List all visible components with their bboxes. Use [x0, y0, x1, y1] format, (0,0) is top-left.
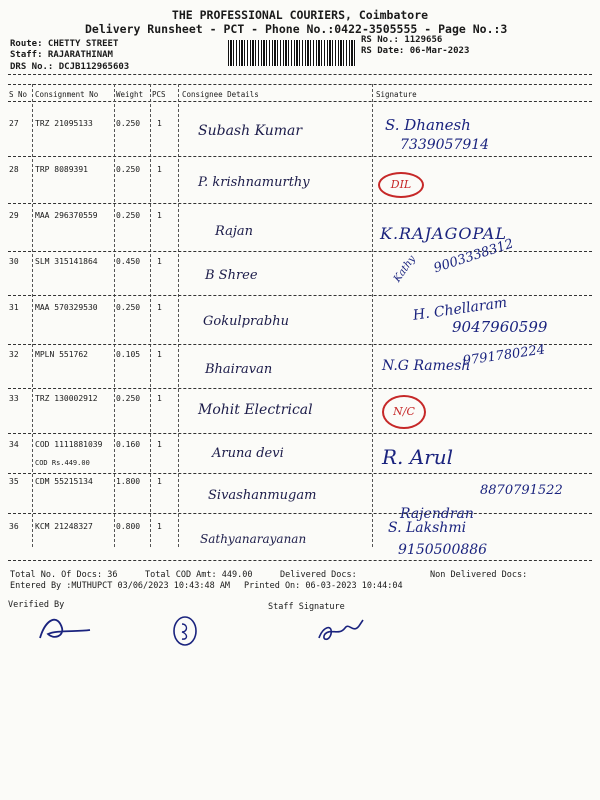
row-weight: 0.450 [116, 257, 141, 266]
row-sno: 30 [9, 257, 19, 266]
table-bottom-rule [8, 560, 592, 561]
header-top-rule [8, 84, 592, 85]
row-pcs: 1 [157, 165, 162, 174]
staff-signature-label: Staff Signature [268, 602, 345, 612]
row-divider [8, 433, 592, 434]
row-divider [8, 344, 592, 345]
delivered-docs: Delivered Docs: [280, 570, 357, 580]
row-weight: 0.250 [116, 394, 141, 403]
row-pcs: 1 [157, 119, 162, 128]
row-stamp: N/C [382, 395, 426, 429]
row-consignee: P. krishnamurthy [198, 175, 310, 190]
printed-on: Printed On: 06-03-2023 10:44:04 [244, 581, 403, 591]
row-sno: 28 [9, 165, 19, 174]
row-weight: 0.105 [116, 350, 141, 359]
row-consignment: MPLN 551762 [35, 350, 88, 359]
row-divider [8, 156, 592, 157]
row-consignment: COD 1111881039 [35, 440, 103, 449]
column-header-consignment: Consignment No [35, 90, 99, 99]
verified-by-label: Verified By [8, 600, 65, 610]
column-divider [372, 84, 373, 547]
row-weight: 0.250 [116, 119, 141, 128]
row-consignment: MAA 296370559 [35, 211, 98, 220]
row-consignment: MAA 570329530 [35, 303, 98, 312]
column-header-weight: Weight [116, 90, 144, 99]
row-sno: 36 [9, 522, 19, 531]
row-weight: 0.250 [116, 165, 141, 174]
row-sign-note: 9047960599 [452, 318, 548, 336]
column-divider [150, 84, 151, 547]
row-sno: 31 [9, 303, 19, 312]
row-sign-note: 7339057914 [400, 137, 490, 153]
row-consignment: KCM 21248327 [35, 522, 93, 531]
row-consignee: Sathyanarayanan [200, 532, 307, 546]
row-weight: 0.250 [116, 211, 141, 220]
row-pcs: 1 [157, 303, 162, 312]
row-consignment: SLM 315141864 [35, 257, 98, 266]
row-consignee: Aruna devi [212, 446, 284, 461]
drs-number: DRS No.: DCJB112965603 [10, 62, 130, 72]
column-divider [178, 84, 179, 547]
row-consignee: Subash Kumar [198, 123, 303, 139]
row-sign-note: 9791780224 [462, 342, 547, 369]
staff-signature-mark [315, 612, 375, 646]
row-divider [8, 203, 592, 204]
row-weight: 1.800 [116, 477, 141, 486]
row-divider [8, 513, 592, 514]
row-consignee: B Shree [205, 268, 258, 283]
barcode-image [228, 40, 356, 66]
non-delivered-docs: Non Delivered Docs: [430, 570, 528, 580]
row-consignee: Rajan [215, 224, 253, 239]
row-pcs: 1 [157, 440, 162, 449]
row-sign-note: 8870791522 [480, 483, 563, 498]
row-signature: S. Dhanesh [385, 116, 471, 134]
row-signature: R. Arul [382, 445, 454, 469]
row-sno: 27 [9, 119, 19, 128]
row-pcs: 1 [157, 350, 162, 359]
row-divider [8, 388, 592, 389]
row-signature: N.G Ramesh [382, 358, 471, 374]
row-consignee: Mohit Electrical [198, 402, 313, 418]
total-cod-amount: Total COD Amt: 449.00 [145, 570, 253, 580]
row-sno: 34 [9, 440, 19, 449]
column-divider [114, 84, 115, 547]
table-top-rule [8, 74, 592, 75]
rs-date: RS Date: 06-Mar-2023 [361, 46, 470, 56]
entered-by: Entered By :MUTHUPCT 03/06/2023 10:43:48 AM [10, 581, 231, 591]
row-sno: 35 [9, 477, 19, 486]
row-consignment: TRZ 21095133 [35, 119, 93, 128]
row-consignment: TRZ 130002912 [35, 394, 98, 403]
row-signature: K.RAJAGOPAL [380, 224, 507, 243]
row-signature: H. Chellaram [412, 294, 509, 324]
row-weight: 0.800 [116, 522, 141, 531]
report-subtitle: Delivery Runsheet - PCT - Phone No.:0422-3505555 - Page No.:3 [85, 22, 508, 36]
row-pcs: 1 [157, 211, 162, 220]
row-pcs: 1 [157, 522, 162, 531]
row-cod-amount: COD Rs.449.00 [35, 459, 90, 467]
column-header-sno: S No [9, 90, 28, 99]
row-pcs: 1 [157, 257, 162, 266]
row-divider [8, 473, 592, 474]
verified-signature-mark [36, 608, 96, 644]
column-header-signature: Signature [376, 90, 417, 99]
column-divider [32, 84, 33, 547]
row-pcs: 1 [157, 477, 162, 486]
column-header-pcs: PCS [152, 90, 166, 99]
row-consignee: Sivashanmugam [208, 488, 317, 503]
row-weight: 0.160 [116, 440, 141, 449]
row-sno: 29 [9, 211, 19, 220]
row-sno: 33 [9, 394, 19, 403]
verified-initial-mark [170, 614, 200, 648]
report-title: THE PROFESSIONAL COURIERS, Coimbatore [171, 8, 429, 22]
row-weight: 0.250 [116, 303, 141, 312]
row-pcs: 1 [157, 394, 162, 403]
header-bottom-rule [8, 101, 592, 102]
staff-label: Staff: RAJARATHINAM [10, 50, 113, 60]
row-signature: Rajendran [400, 506, 474, 522]
row-stamp: DIL [378, 172, 424, 198]
row-sign-note: 9150500886 [398, 542, 488, 558]
row-signature: S. Lakshmi [388, 520, 467, 536]
row-sno: 32 [9, 350, 19, 359]
route-label: Route: CHETTY STREET [10, 39, 119, 49]
rs-number: RS No.: 1129656 [361, 35, 443, 45]
column-header-consignee: Consignee Details [182, 90, 259, 99]
row-consignment: TRP 8089391 [35, 165, 88, 174]
row-consignment: CDM 55215134 [35, 477, 93, 486]
row-sign-note: 9003338312 [432, 236, 516, 277]
total-docs: Total No. Of Docs: 36 [10, 570, 118, 580]
row-consignee: Gokulprabhu [203, 314, 289, 329]
row-consignee: Bhairavan [205, 362, 273, 377]
row-signature: Kathy [392, 253, 418, 285]
